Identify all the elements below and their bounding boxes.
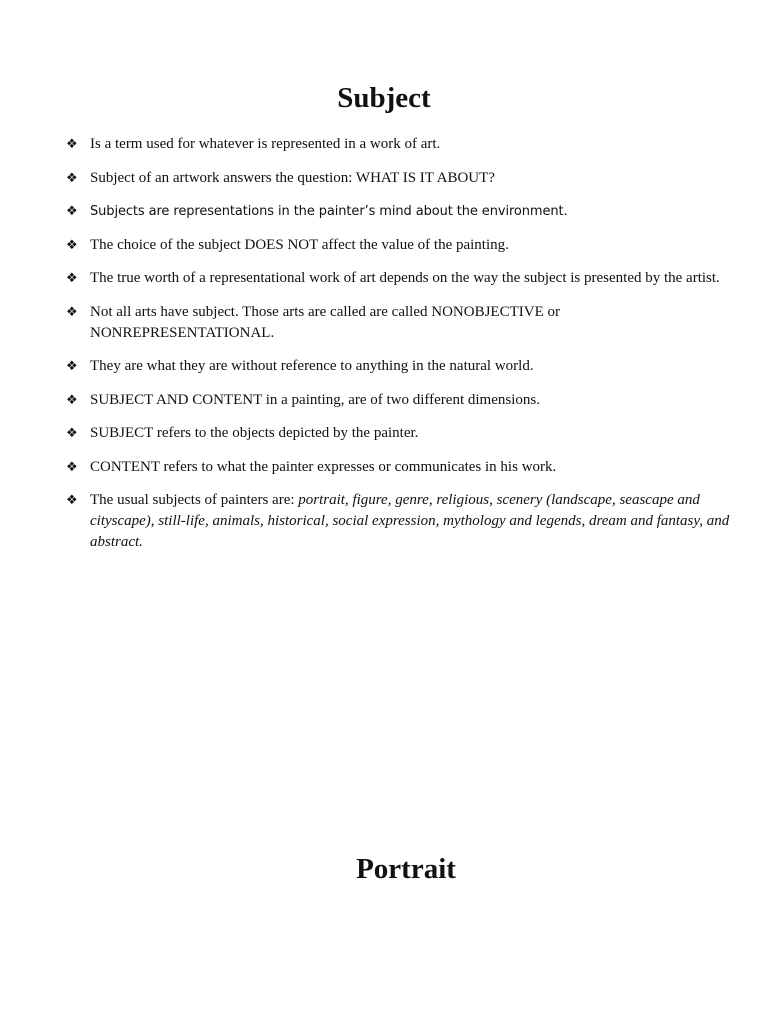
diamond-bullet-icon: ❖ [66,459,78,475]
diamond-bullet-icon: ❖ [66,137,78,152]
bullet-text: SUBJECT refers to the objects depicted by the painter. [90,425,419,441]
diamond-bullet-icon: ❖ [66,271,78,286]
bullet-item [66,302,738,344]
diamond-bullet-icon: ❖ [66,304,78,320]
bullet-text: The true worth of a representational work of art depends on the way the subject is presented by the artist. [90,270,720,286]
diamond-bullet-icon: ❖ [66,359,78,374]
diamond-bullet-icon: ❖ [66,237,78,253]
diamond-bullet-icon: ❖ [66,493,78,508]
bullet-text: The choice of the subject DOES NOT affect the value of the painting. [90,236,509,253]
bullet-text: SUBJECT AND CONTENT in a painting, are of two different dimensions. [90,391,540,408]
bullet-item [66,356,738,377]
bullet-item [66,134,738,155]
bullet-text: They are what they are without reference to anything in the natural world. [90,358,534,374]
bullet-text: The usual subjects of painters are: [90,492,299,508]
bullet-text: Subject of an artwork answers the question: WHAT IS IT ABOUT? [90,169,495,186]
diamond-bullet-icon: ❖ [66,204,78,219]
bullet-item [66,423,738,444]
bullet-item [66,235,738,256]
diamond-bullet-icon: ❖ [66,170,78,186]
bullet-item [66,457,738,478]
diamond-bullet-icon: ❖ [66,426,78,441]
bullet-item [66,268,738,289]
heading-portrait: Portrait [356,853,456,885]
bullet-text: CONTENT refers to what the painter expresses or communicates in his work. [90,458,557,475]
bullet-item [66,201,738,222]
bullet-text: Not all arts have subject. Those arts are called are called NONOBJECTIVE or NONREPRESENTATIONAL. [90,303,560,341]
bullet-item [66,390,738,411]
bullet-list [66,134,738,566]
diamond-bullet-icon: ❖ [66,392,78,408]
bullet-text-italic: portrait, figure, genre, religious, scenery (landscape, seascape and cityscape), still-life, animals, historical, social expression, mythology and legends, dream and fantasy, and abstract. [90,492,730,550]
heading-subject: Subject [337,82,431,114]
bullet-item [66,168,738,189]
bullet-text: Subjects are representations in the painter’s mind about the environment. [90,204,568,219]
bullet-text: Is a term used for whatever is represented in a work of art. [90,136,441,152]
bullet-item [66,490,738,553]
